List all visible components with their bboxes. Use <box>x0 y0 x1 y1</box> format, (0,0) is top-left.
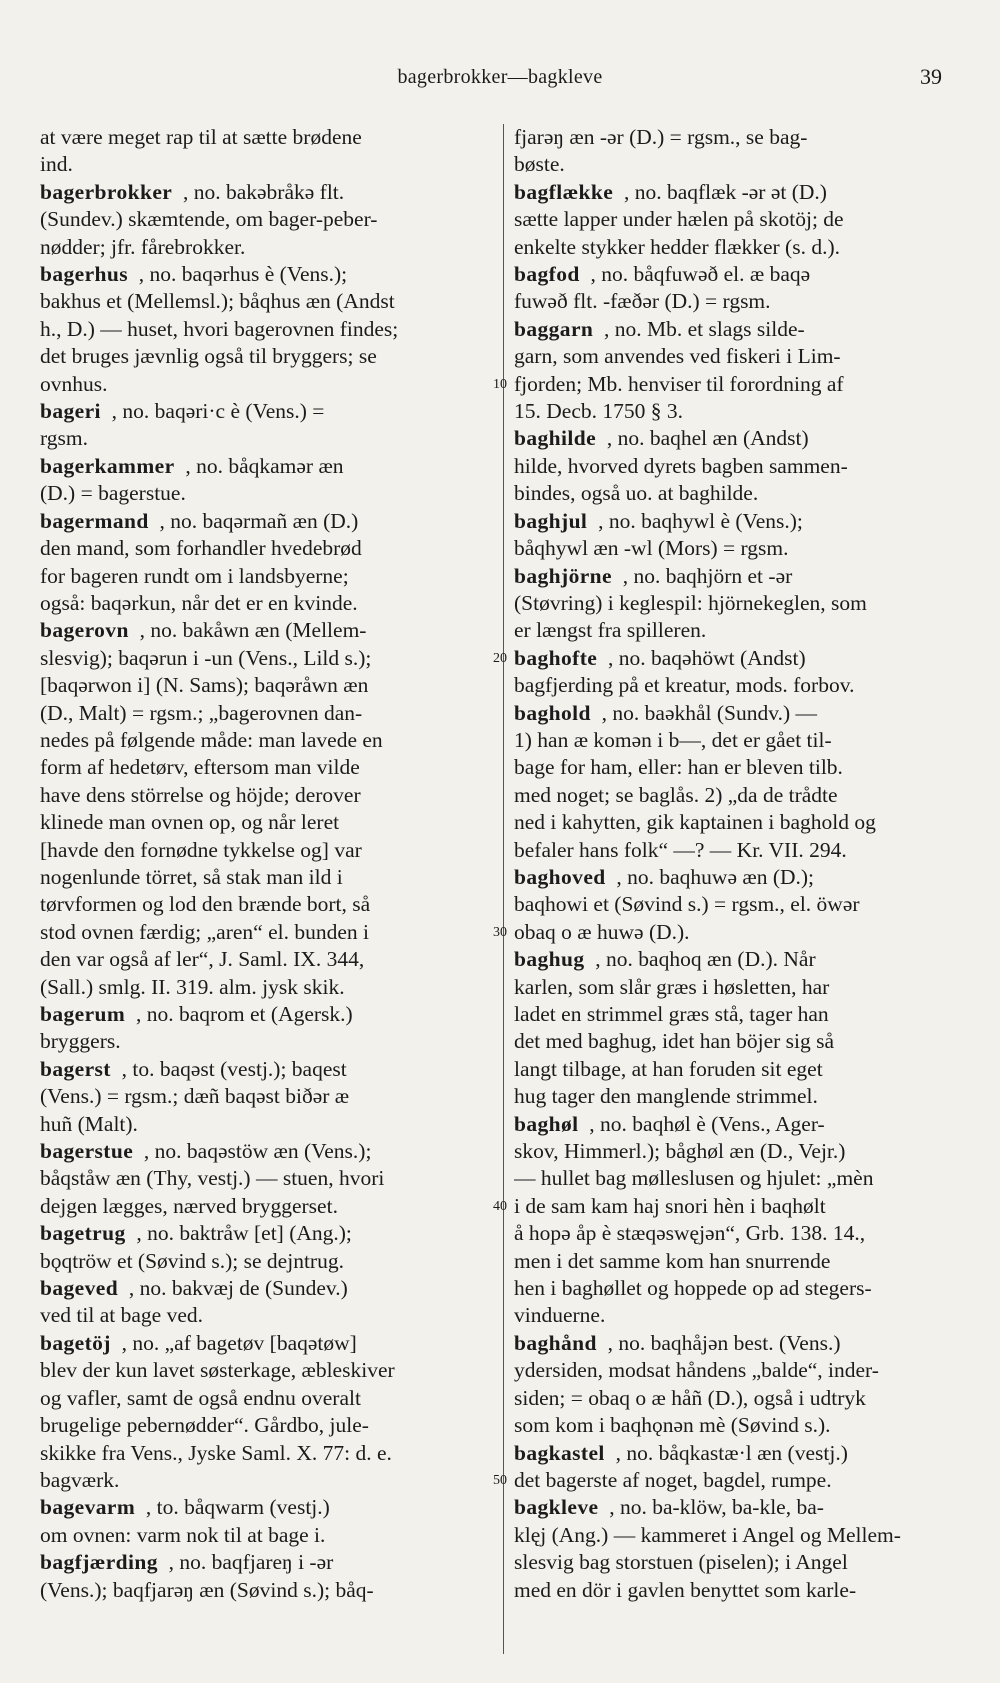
entry-line <box>40 508 490 535</box>
text-line <box>40 974 490 1001</box>
line-text: ned i kahytten, gik kaptainen i baghold og <box>514 810 876 835</box>
line-text: i de sam kam haj snori hèn i baqhølt <box>514 1193 826 1218</box>
text-line <box>514 480 944 507</box>
line-text: også: baqərkun, når det er en kvinde. <box>40 590 358 615</box>
entry-line <box>40 617 490 644</box>
text-line <box>514 754 944 781</box>
line-text: , no. baqhåjən best. (Vens.) <box>607 1330 841 1355</box>
text-line <box>40 946 490 973</box>
headword: baghofte <box>514 645 598 670</box>
line-text: , to. båqwarm (vestj.) <box>145 1495 330 1520</box>
line-text: , no. bakəbråkə flt. <box>182 179 345 204</box>
line-text: , no. bakåwn æn (Mellem- <box>139 618 367 643</box>
entry-line <box>514 1330 944 1357</box>
text-line <box>514 1083 944 1110</box>
headword: baghånd <box>514 1330 597 1355</box>
text-line <box>40 1440 490 1467</box>
headword: bagerovn <box>40 618 129 643</box>
entry-line <box>40 1056 490 1083</box>
right-column <box>514 124 944 1604</box>
line-text: befaler hans folk“ —? — Kr. VII. 294. <box>514 837 847 862</box>
line-text: , no. båqkastæ·l æn (vestj.) <box>615 1440 848 1465</box>
line-text: baqhowi et (Søvind s.) = rgsm., el. öwər <box>514 892 860 917</box>
text-line <box>40 837 490 864</box>
text-line <box>40 288 490 315</box>
line-text: , no. baqflæk -ər ət (D.) <box>623 179 827 204</box>
line-text: bage for ham, eller: han er bleven tilb. <box>514 755 843 780</box>
line-text: stod ovnen færdig; „aren“ el. bunden i <box>40 919 369 944</box>
text-line <box>40 1522 490 1549</box>
headword: baghøl <box>514 1111 579 1136</box>
line-text: er længst fra spilleren. <box>514 618 707 643</box>
line-text: , no. baqərhus è (Vens.); <box>138 262 348 287</box>
line-text: , no. baqrom et (Agersk.) <box>135 1002 353 1026</box>
text-line <box>40 425 490 452</box>
line-text: 15. Decb. 1750 § 3. <box>514 399 683 424</box>
line-text: bøste. <box>514 152 565 177</box>
line-text: dejgen lægges, nærved bryggerset. <box>40 1193 338 1218</box>
text-line <box>40 316 490 343</box>
line-text: , no. baqhoq æn (D.). Når <box>595 947 816 972</box>
line-text: bagværk. <box>40 1467 120 1492</box>
line-text: , no. baqfjareŋ i -ər <box>168 1550 334 1575</box>
line-text: , no. ba-klöw, ba-kle, ba- <box>609 1495 824 1520</box>
line-text: ydersiden, modsat håndens „balde“, inder- <box>514 1358 879 1383</box>
entry-line <box>514 1440 944 1467</box>
line-text: 1) han æ komən i b—, det er gået til- <box>514 727 832 752</box>
text-line <box>514 1522 944 1549</box>
text-line <box>514 1549 944 1576</box>
text-line <box>514 891 944 918</box>
line-text: , no. „af bagetøv [baqətøw] <box>121 1330 357 1355</box>
text-line <box>40 864 490 891</box>
headword: baggarn <box>514 316 594 341</box>
text-line <box>514 1385 944 1412</box>
line-text: , no. baqhel æn (Andst) <box>606 426 809 451</box>
entry-line <box>514 563 944 590</box>
text-line <box>514 1138 944 1165</box>
headword: bagermand <box>40 508 149 533</box>
text-line <box>514 590 944 617</box>
headword: baghoved <box>514 864 606 889</box>
headword: bagerhus <box>40 262 129 287</box>
line-text: men i det samme kom han snurrende <box>514 1248 831 1273</box>
line-number: 50 <box>493 1472 507 1488</box>
text-line <box>40 590 490 617</box>
text-line <box>514 1220 944 1247</box>
line-text: med noget; se baglås. 2) „da de trådte <box>514 782 838 807</box>
headword: baghilde <box>514 426 597 451</box>
line-text: (Sall.) smlg. II. 319. alm. jysk skik. <box>40 974 345 999</box>
line-text: , no. baktråw [et] (Ang.); <box>136 1221 352 1246</box>
line-text: skikke fra Vens., Jyske Saml. X. 77: d. e. <box>40 1440 392 1465</box>
entry-line <box>40 1494 490 1521</box>
entry-line <box>40 398 490 425</box>
line-text: bryggers. <box>40 1029 121 1054</box>
text-line <box>514 1275 944 1302</box>
headword: bagetrug <box>40 1221 126 1246</box>
text-line <box>514 151 944 178</box>
line-text: at være meget rap til at sætte brødene <box>40 125 362 149</box>
text-line <box>514 371 944 398</box>
line-text: ind. <box>40 152 73 177</box>
line-text: , no. baqəri·c è (Vens.) = <box>111 399 325 424</box>
text-line <box>40 1028 490 1055</box>
text-line <box>514 1165 944 1192</box>
line-text: hen i baghøllet og hoppede op ad stegers- <box>514 1276 872 1301</box>
line-text: båqhywl æn -wl (Mors) = rgsm. <box>514 536 789 561</box>
text-line <box>514 398 944 425</box>
headword: bagkleve <box>514 1495 599 1520</box>
line-text: den mand, som forhandler hvedebrød <box>40 536 362 561</box>
entry-line <box>40 453 490 480</box>
text-line <box>40 480 490 507</box>
text-line <box>40 535 490 562</box>
headword: bagfod <box>514 262 580 287</box>
line-text: , no. bakvæj de (Sundev.) <box>128 1276 348 1301</box>
line-text: ladet en strimmel græs stå, tager han <box>514 1002 829 1026</box>
line-text: , no. baqəstöw æn (Vens.); <box>143 1139 372 1164</box>
text-line <box>514 1001 944 1028</box>
line-text: (D., Malt) = rgsm.; „bagerovnen dan- <box>40 700 363 725</box>
entry-line <box>514 316 944 343</box>
line-text: vinduerne. <box>514 1303 606 1328</box>
line-text: skov, Himmerl.); båghøl æn (D., Vejr.) <box>514 1139 846 1164</box>
headword: bagflække <box>514 179 614 204</box>
entry-line <box>514 508 944 535</box>
text-line <box>40 1302 490 1329</box>
text-line <box>40 151 490 178</box>
line-text: nødder; jfr. fårebrokker. <box>40 234 246 259</box>
text-line <box>40 754 490 781</box>
text-line <box>40 371 490 398</box>
line-text: enkelte stykker hedder flækker (s. d.). <box>514 234 840 259</box>
text-line <box>40 1165 490 1192</box>
text-line <box>40 809 490 836</box>
line-text: som kom i baqhǫnən mè (Søvind s.). <box>514 1413 831 1438</box>
line-text: nogenlunde törret, så stak man ild i <box>40 864 343 889</box>
text-line <box>40 672 490 699</box>
left-column <box>40 124 490 1604</box>
headword: bagerum <box>40 1002 126 1026</box>
text-line <box>40 1467 490 1494</box>
line-text: [havde den fornødne tykkelse og] var <box>40 837 362 862</box>
line-text: langt tilbage, at han foruden sit eget <box>514 1056 823 1081</box>
text-line <box>514 1193 944 1220</box>
headword: bagevarm <box>40 1495 136 1520</box>
text-line <box>514 124 944 151</box>
line-text: , to. baqəst (vestj.); baqest <box>121 1056 347 1081</box>
headword: baghug <box>514 947 585 972</box>
line-text: brugelige pebernødder“. Gårdbo, jule- <box>40 1413 369 1438</box>
headword: baghjul <box>514 508 588 533</box>
text-line <box>40 124 490 151</box>
line-text: hilde, hvorved dyrets bagben sammen- <box>514 453 848 478</box>
line-text: bakhus et (Mellemsl.); båqhus æn (Andst <box>40 289 395 314</box>
headword: bagerstue <box>40 1139 134 1164</box>
line-text: rgsm. <box>40 426 88 451</box>
text-line <box>514 1056 944 1083</box>
text-line <box>514 1248 944 1275</box>
text-line <box>40 700 490 727</box>
line-text: garn, som anvendes ved fiskeri i Lim- <box>514 344 841 369</box>
headword: bageri <box>40 399 101 424</box>
entry-line <box>40 1220 490 1247</box>
line-text: (D.) = bagerstue. <box>40 481 186 506</box>
line-number: 40 <box>493 1198 507 1214</box>
text-line <box>40 1357 490 1384</box>
running-head: bagerbrokker—bagkleve <box>397 66 603 88</box>
line-text: (Sundev.) skæmtende, om bager-peber- <box>40 207 378 232</box>
line-text: , no. baəkhål (Sundv.) — <box>601 700 818 725</box>
text-line <box>514 234 944 261</box>
text-line <box>514 288 944 315</box>
entry-line <box>514 700 944 727</box>
entry-line <box>514 179 944 206</box>
line-number: 10 <box>493 376 507 392</box>
headword: bagerkammer <box>40 453 175 478</box>
line-text: h., D.) — huset, hvori bagerovnen findes; <box>40 316 399 341</box>
entry-line <box>514 864 944 891</box>
entry-line <box>514 261 944 288</box>
entry-line <box>514 425 944 452</box>
line-text: bindes, også uo. at baghilde. <box>514 481 759 506</box>
line-text: huñ (Malt). <box>40 1111 138 1136</box>
entry-line <box>40 1549 490 1576</box>
headword: baghold <box>514 700 591 725</box>
text-line <box>514 974 944 1001</box>
headword: bagetöj <box>40 1330 111 1355</box>
text-line <box>514 1467 944 1494</box>
text-line <box>40 563 490 590</box>
line-text: , no. baqərmañ æn (D.) <box>159 508 359 533</box>
line-text: klinede man ovnen op, og når leret <box>40 810 340 835</box>
line-text: for bageren rundt om i landsbyerne; <box>40 563 349 588</box>
text-line <box>514 1412 944 1439</box>
line-text: og vafler, samt de også endnu overalt <box>40 1385 361 1410</box>
line-text: , no. Mb. et slags silde- <box>604 316 805 341</box>
line-text: å hopə åp è stæqəswęjən“, Grb. 138. 14., <box>514 1221 866 1246</box>
text-line <box>40 1412 490 1439</box>
text-line <box>40 234 490 261</box>
headword: bagerst <box>40 1056 111 1081</box>
text-line <box>514 1357 944 1384</box>
line-text: , no. baqhuwə æn (D.); <box>616 864 815 889</box>
text-line <box>514 617 944 644</box>
entry-line <box>40 1275 490 1302</box>
line-text: — hullet bag mølleslusen og hjulet: „mèn <box>514 1166 874 1191</box>
line-text: hug tager den manglende strimmel. <box>514 1084 818 1109</box>
entry-line <box>40 1001 490 1028</box>
text-line <box>514 782 944 809</box>
line-text: om ovnen: varm nok til at bage i. <box>40 1522 326 1547</box>
text-line <box>40 1083 490 1110</box>
line-text: fuwəð flt. -fæðər (D.) = rgsm. <box>514 289 771 314</box>
text-line <box>514 453 944 480</box>
line-text: (Vens.) = rgsm.; dæñ baqəst biðər æ <box>40 1084 350 1109</box>
line-text: slesvig); baqərun i -un (Vens., Lild s.); <box>40 645 372 670</box>
entry-line <box>514 1494 944 1521</box>
text-line <box>514 809 944 836</box>
entry-line <box>40 1138 490 1165</box>
line-text: den var også af ler“, J. Saml. IX. 344, <box>40 947 365 972</box>
text-line <box>514 535 944 562</box>
line-text: , no. båqkamər æn <box>185 453 344 478</box>
line-text: form af hedetørv, eftersom man vilde <box>40 755 360 780</box>
text-line <box>40 782 490 809</box>
text-line <box>40 343 490 370</box>
page-number: 39 <box>920 64 942 89</box>
line-text: , no. baqəhöwt (Andst) <box>607 645 806 670</box>
line-text: nedes på følgende måde: man lavede en <box>40 727 383 752</box>
line-number: 20 <box>493 650 507 666</box>
line-text: ovnhus. <box>40 371 108 396</box>
line-text: [baqərwon i] (N. Sams); baqəråwn æn <box>40 673 369 698</box>
headword: bageved <box>40 1276 119 1301</box>
entry-line <box>514 946 944 973</box>
text-line <box>40 1193 490 1220</box>
line-text: fjarəŋ æn -ər (D.) = rgsm., se bag- <box>514 125 808 149</box>
line-text: med en dör i gavlen benyttet som karle- <box>514 1577 857 1602</box>
line-text: sætte lapper under hælen på skotöj; de <box>514 207 844 232</box>
headword: baghjörne <box>514 563 612 588</box>
line-text: have dens störrelse og höjde; derover <box>40 782 361 807</box>
text-line <box>514 672 944 699</box>
entry-line <box>40 261 490 288</box>
line-text: (Støvring) i keglespil: hjörnekeglen, som <box>514 590 867 615</box>
text-line <box>514 919 944 946</box>
text-line <box>514 343 944 370</box>
column-divider <box>503 124 504 1654</box>
line-text: båqståw æn (Thy, vestj.) — stuen, hvori <box>40 1166 385 1191</box>
text-line <box>40 727 490 754</box>
text-line <box>40 919 490 946</box>
headword: bagerbrokker <box>40 179 173 204</box>
text-line <box>514 1028 944 1055</box>
line-number: 30 <box>493 924 507 940</box>
text-line <box>40 1248 490 1275</box>
text-line <box>40 206 490 233</box>
line-text: , no. baqhywl è (Vens.); <box>598 508 803 533</box>
line-text: det bruges jævnlig også til bryggers; se <box>40 344 377 369</box>
line-text: karlen, som slår græs i høsletten, har <box>514 974 830 999</box>
line-text: , no. båqfuwəð el. æ baqə <box>590 262 811 287</box>
line-text: slesvig bag storstuen (piselen); i Angel <box>514 1550 848 1575</box>
entry-line <box>514 1111 944 1138</box>
text-line <box>40 1577 490 1604</box>
entry-line <box>514 645 944 672</box>
text-line <box>514 1302 944 1329</box>
line-text: det bagerste af noget, bagdel, rumpe. <box>514 1467 832 1492</box>
headword: bagkastel <box>514 1440 605 1465</box>
headword: bagfjærding <box>40 1550 158 1575</box>
line-text: bagfjerding på et kreatur, mods. forbov. <box>514 673 855 698</box>
line-text: klęj (Ang.) — kammeret i Angel og Mellem- <box>514 1522 901 1547</box>
text-line <box>40 891 490 918</box>
line-text: det med baghug, idet han böjer sig så <box>514 1029 835 1054</box>
line-text: , no. baqhøl è (Vens., Ager- <box>589 1111 825 1136</box>
line-text: (Vens.); baqfjarəŋ æn (Søvind s.); båq- <box>40 1577 374 1602</box>
line-text: obaq o æ huwə (D.). <box>514 919 690 944</box>
text-line <box>514 206 944 233</box>
text-line <box>40 1111 490 1138</box>
line-text: bǫqtröw et (Søvind s.); se dejntrug. <box>40 1248 344 1273</box>
line-text: siden; = obaq o æ håñ (D.), også i udtryk <box>514 1385 866 1410</box>
text-line <box>514 1577 944 1604</box>
text-line <box>514 727 944 754</box>
line-text: fjorden; Mb. henviser til forordning af <box>514 371 844 396</box>
text-line <box>514 837 944 864</box>
text-line <box>40 1385 490 1412</box>
line-text: tørvformen og lod den brænde bort, så <box>40 892 371 917</box>
entry-line <box>40 179 490 206</box>
line-text: , no. baqhjörn et -ər <box>622 563 793 588</box>
line-text: ved til at bage ved. <box>40 1303 203 1328</box>
line-text: blev der kun lavet søsterkage, æbleskiver <box>40 1358 395 1383</box>
entry-line <box>40 1330 490 1357</box>
text-line <box>40 645 490 672</box>
